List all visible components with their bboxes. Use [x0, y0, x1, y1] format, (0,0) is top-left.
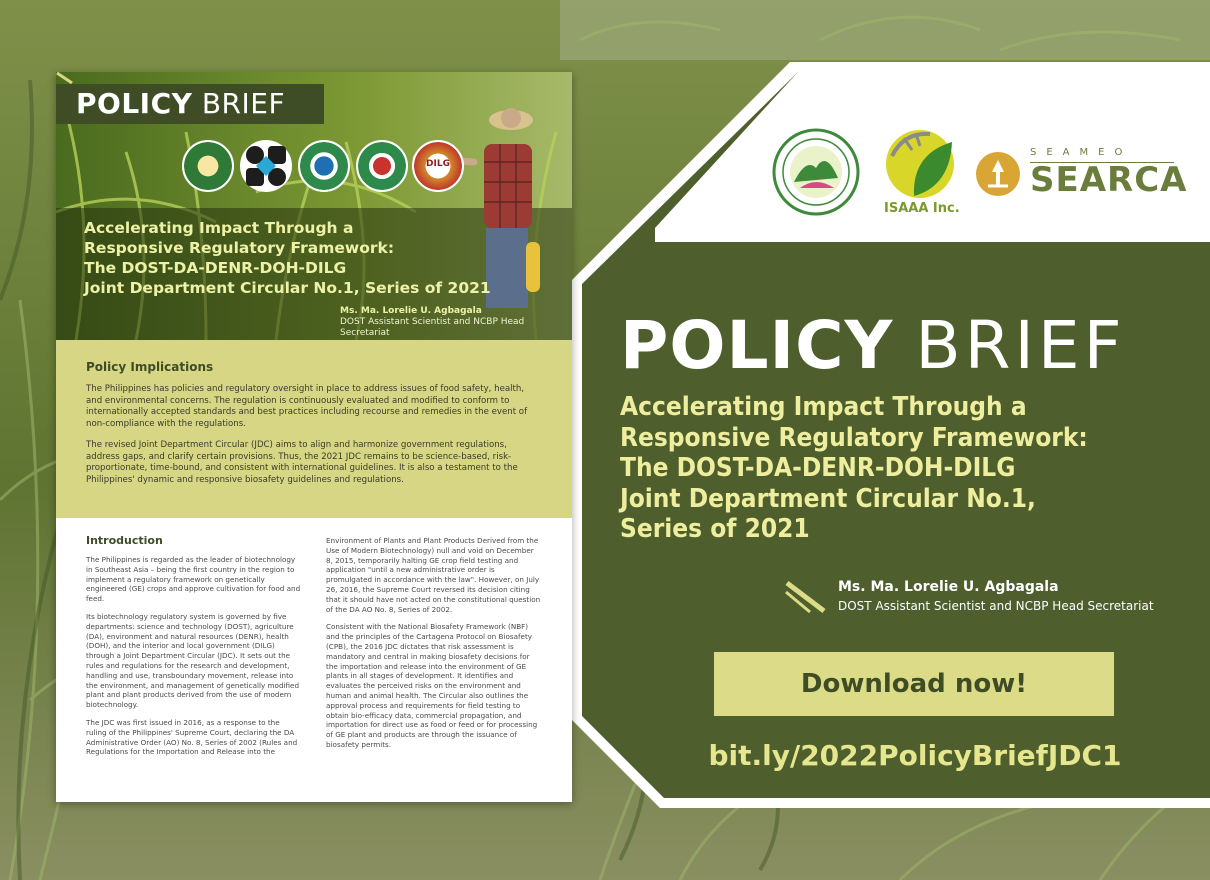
searca-emblem-icon — [974, 150, 1022, 198]
brief-title-line: Series of 2021 — [620, 514, 810, 544]
policy-brief-heading — [620, 306, 1126, 386]
isaaa-label: ISAAA Inc. — [884, 201, 960, 216]
introduction-heading: Introduction — [86, 534, 163, 547]
download-now-button[interactable]: Download now! — [714, 652, 1114, 716]
pen-accent-icon — [784, 580, 828, 614]
introduction-paragraph: Environment of Plants and Plant Products Derived from the Use of Modern Biotechnology) null and void on December 8, 2015, temporarily halting GE crop field testing and application "until a new administrative order is promulgated in accordance with the law". However, on July 26, 2016, the Supreme Court reversed its decision citing that it should have not acted on the constitutional question of the DA AO No. 8, Series of 2002. — [326, 536, 541, 614]
implications-paragraph: The Philippines has policies and regulatory oversight in place to address issues of food safety, health, and environmental concerns. The regulation is continuously evaluated and modified to conform to internationally accepted standards and best practices including recourse and remedies in the event of non-compliance with the regulations. — [86, 384, 528, 429]
isaaa-leaf-logo-icon — [884, 126, 956, 200]
document-title-line: Joint Department Circular No.1, Series of 2021 — [84, 279, 491, 297]
brief-title-line: The DOST-DA-DENR-DOH-DILG — [620, 453, 1016, 483]
policy-brief-light: BRIEF — [915, 307, 1126, 384]
brief-title-line: Responsive Regulatory Framework: — [620, 422, 1088, 453]
policy-implications-heading: Policy Implications — [86, 360, 214, 374]
searca-label: SEARCA — [1030, 160, 1188, 200]
document-title-line: The DOST-DA-DENR-DOH-DILG — [84, 259, 347, 277]
brief-title-line: Accelerating Impact Through a — [620, 392, 1027, 422]
document-title-line: Responsive Regulatory Framework: — [84, 239, 395, 257]
introduction-paragraph: The Philippines is regarded as the leader of biotechnology in Southeast Asia – being the first country in the region to implement a regulatory framework on genetically engineered (GE) crops and approve cultivation for food and feed. — [86, 555, 301, 604]
document-badge: POLICY BRIEF — [56, 84, 324, 124]
document-author-role: DOST Assistant Scientist and NCBP Head Secretariat — [340, 317, 525, 338]
implications-paragraph: The revised Joint Department Circular (JDC) aims to align and harmonize government regulations, address gaps, and clarify certain provisions. Thus, the 2021 JDC remains to be science-based, risk-proportionate, time-bound, and consistent with international guidelines. It is also a testament to the Philippines' dynamic and responsive biosafety guidelines and regulations. — [86, 440, 518, 485]
seameo-label: SEAMEO — [1030, 147, 1133, 158]
dilg-seal-label: DILG — [426, 159, 450, 169]
ncbp-seal-icon — [772, 128, 860, 216]
document-title-line: Accelerating Impact Through a — [84, 219, 354, 237]
introduction-paragraph: The JDC was first issued in 2016, as a response to the ruling of the Philippines' Supreme Court, declaring the DA Administrative Order (AO) No. 8, Series of 2002 (Rules and Regulations for the Importation and Release into the — [86, 717, 298, 757]
brief-title — [620, 392, 1180, 545]
author-name: Ms. Ma. Lorelie U. Agbagala — [838, 579, 1059, 595]
introduction-paragraph: Its biotechnology regulatory system is governed by five departments: science and technology (DOST), agriculture (DA), environment and natural resources (DENR), health (DOH), and the interior and local government (DILG) through a Joint Department Circular (JDC). It sets out the rules and regulations for the research and development, handling and use, transboundary movement, release into the environment, and management of genetically modified plant and plant products derived from the use of modern biotechnology. — [86, 611, 300, 710]
introduction-paragraph: Consistent with the National Biosafety Framework (NBF) and the principles of the Cartagena Protocol on Biosafety (CPB), the 2016 JDC dictates that risk assessment is mandatory and central in making biosafety decisions for the importation and release into the environment of GE plants in all stages of development. It identifies and evaluates the perceived risks on the environment and human and animal health. The Circular also outlines the approval process and requirements for field testing to obtain bio-efficacy data, commercial propagation, and importation for direct use as food or feed or for processing of GE plant and products are through the issuance of biosafety permits. — [326, 622, 538, 749]
download-link[interactable]: bit.ly/2022PolicyBriefJDC1 — [708, 739, 1122, 772]
document-author-name: Ms. Ma. Lorelie U. Agbagala — [340, 306, 482, 316]
policy-brief-bold: POLICY — [620, 307, 894, 384]
brief-title-line: Joint Department Circular No.1, — [620, 483, 1036, 514]
author-role: DOST Assistant Scientist and NCBP Head Secretariat — [838, 599, 1154, 613]
